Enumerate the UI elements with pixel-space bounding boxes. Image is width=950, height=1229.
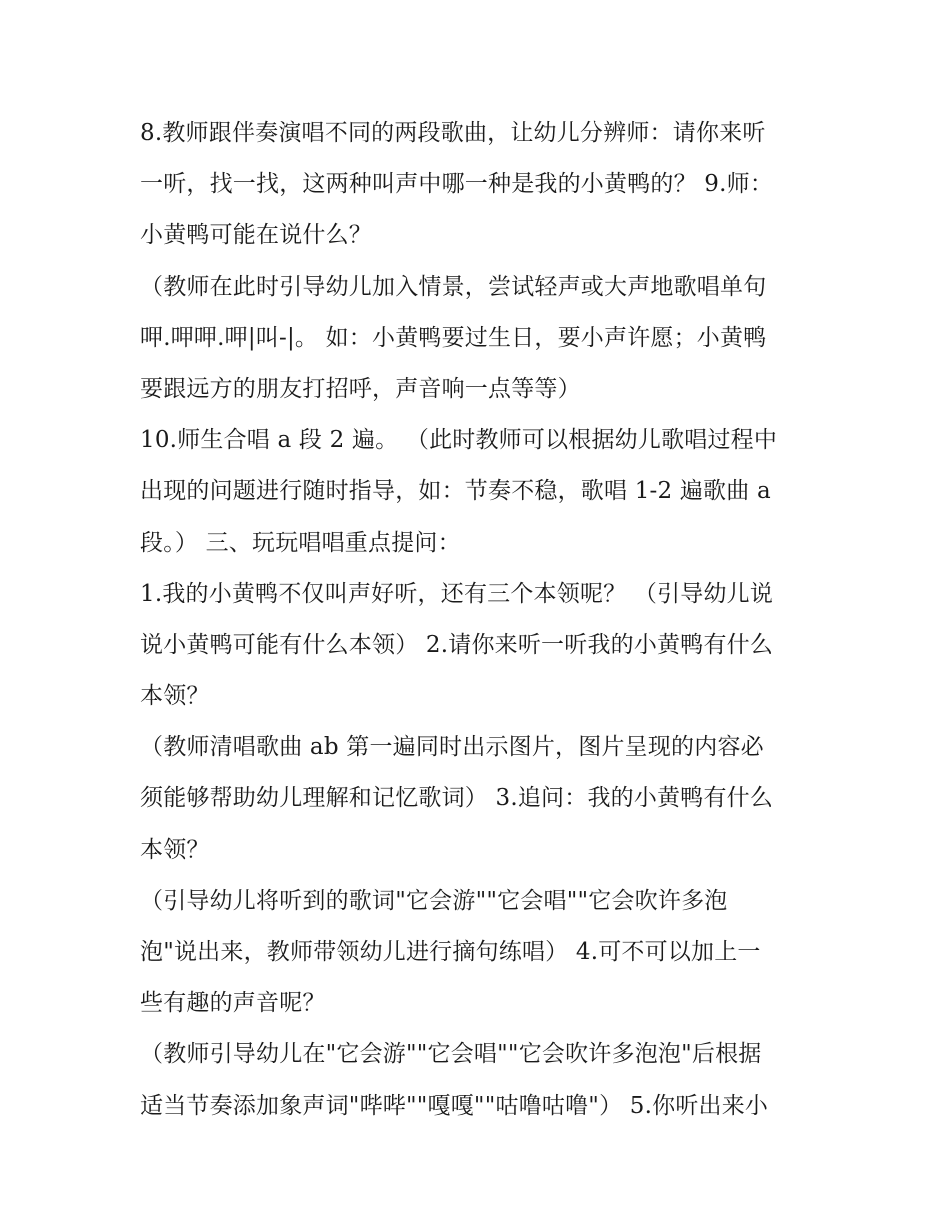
text-line-13: （教师清唱歌曲 ab 第一遍同时出示图片，图片呈现的内容必	[140, 734, 764, 761]
text-line-18: 些有趣的声音呢？	[140, 990, 326, 1017]
text-line-14: 须能够帮助幼儿理解和记忆歌词） 3.追问：我的小黄鸭有什么	[140, 785, 774, 812]
text-line-15: 本领？	[140, 836, 210, 863]
text-line-2: 一听，找一找，这两种叫声中哪一种是我的小黄鸭的？ 9.师：	[140, 171, 774, 198]
text-line-7: 10.师生合唱 a 段 2 遍。 （此时教师可以根据幼儿歌唱过程中	[140, 427, 778, 454]
text-line-4: （教师在此时引导幼儿加入情景，尝试轻声或大声地歌唱单句	[140, 273, 767, 300]
text-line-11: 说小黄鸭可能有什么本领） 2.请你来听一听我的小黄鸭有什么	[140, 631, 774, 658]
text-line-3: 小黄鸭可能在说什么？	[140, 222, 372, 249]
body-text	[140, 108, 820, 1132]
text-line-12: 本领？	[140, 683, 210, 710]
text-line-10: 1.我的小黄鸭不仅叫声好听，还有三个本领呢？ （引导幼儿说	[140, 580, 774, 607]
text-line-1: 8.教师跟伴奏演唱不同的两段歌曲，让幼儿分辨师：请你来听	[140, 120, 766, 146]
text-line-17: 泡"说出来，教师带领幼儿进行摘句练唱） 4.可不可以加上一	[140, 939, 761, 965]
text-line-5: 呷.呷呷.呷|叫-|。 如：小黄鸭要过生日，要小声许愿；小黄鸭	[140, 324, 767, 351]
text-line-9: 段。） 三、玩玩唱唱重点提问：	[140, 529, 461, 556]
text-line-19: （教师引导幼儿在"它会游""它会唱""它会吹许多泡泡"后根据	[140, 1041, 762, 1068]
text-line-8: 出现的问题进行随时指导，如：节奏不稳，歌唱 1-2 遍歌曲 a	[140, 478, 771, 505]
text-line-16: （引导幼儿将听到的歌词"它会游""它会唱""它会吹许多泡	[140, 887, 728, 914]
text-line-20: 适当节奏添加象声词"哔哔""嘎嘎""咕噜咕噜"） 5.你听出来小	[140, 1092, 769, 1119]
text-line-6: 要跟远方的朋友打招呼，声音响一点等等）	[140, 375, 581, 402]
